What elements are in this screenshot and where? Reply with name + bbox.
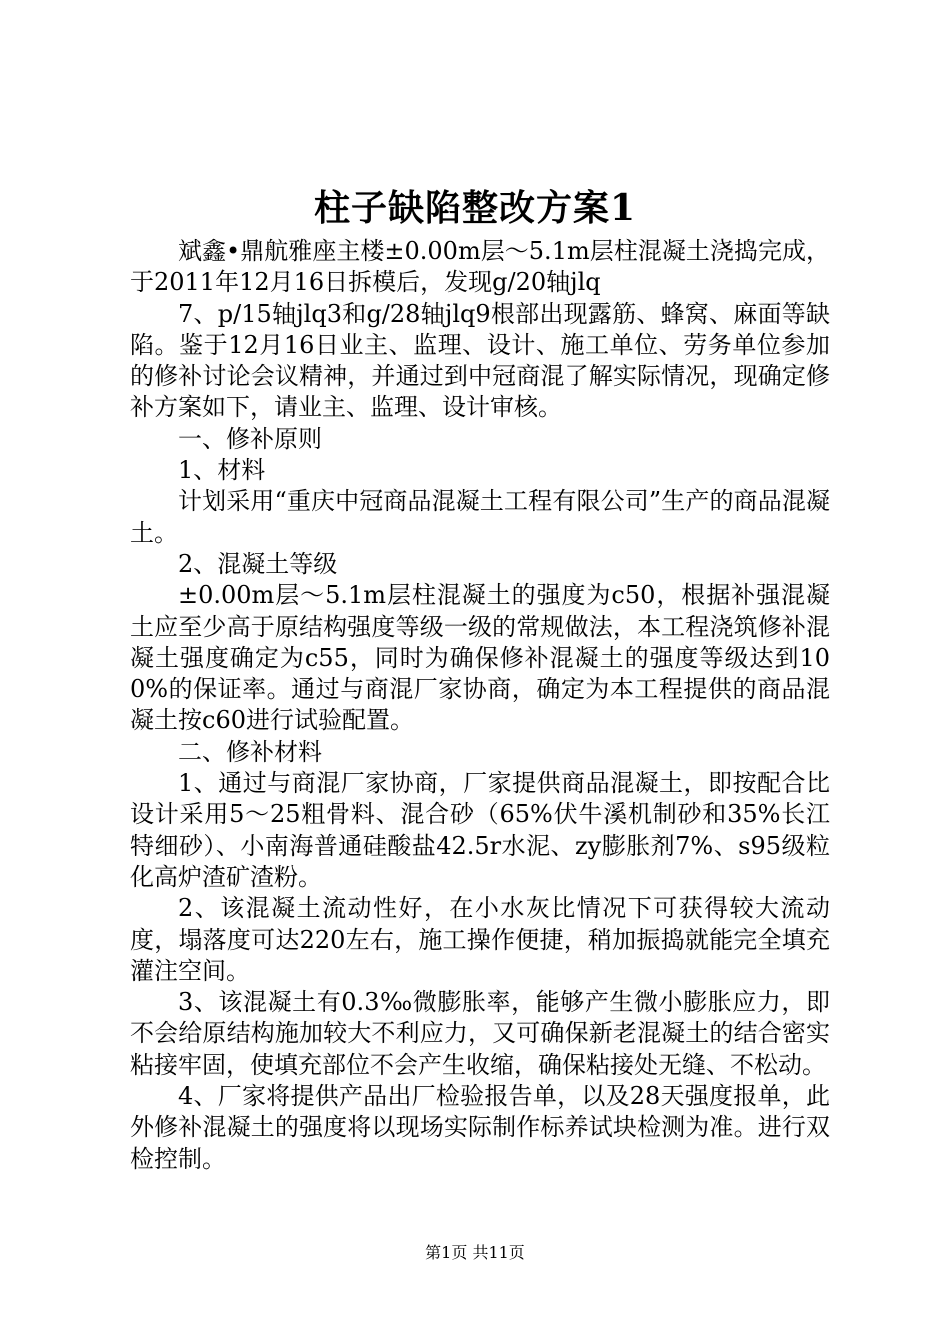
paragraph-material-item-2: 2、该混凝土流动性好，在小水灰比情况下可获得较大流动度，塌落度可达220左右，施工操作便捷，稍加振捣就能完全填充灌注空间。 [130,894,830,985]
page-footer: 第1页 共11页 [425,1243,525,1262]
paragraph-material-item-4: 4、厂家将提供产品出厂检验报告单，以及28天强度报单，此外修补混凝土的强度将以现场实际制作标养试块检测为准。进行双检控制。 [130,1082,830,1173]
paragraph-concrete-grade: ±0.00m层～5.1m层柱混凝土的强度为c50，根据补强混凝土应至少高于原结构强度等级一级的常规做法，本工程浇筑修补混凝土强度确定为c55，同时为确保修补混凝土的强度等级达到100%的保证率。通过与商混厂家协商，确定为本工程提供的商品混凝土按c60进行试验配置。 [130,581,830,735]
document-body [130,236,830,1175]
paragraph-intro: 斌鑫•鼎航雅座主楼±0.00m层～5.1m层柱混凝土浇捣完成，于2011年12月16日拆模后，发现g/20轴jlq [130,237,830,297]
paragraph-defects: 7、p/15轴jlq3和g/28轴jlq9根部出现露筋、蜂窝、麻面等缺陷。鉴于12月16日业主、监理、设计、施工单位、劳务单位参加的修补讨论会议精神，并通过到中冠商混了解实际情况，现确定修补方案如下，请业主、监理、设计审核。 [130,299,830,422]
subheading-materials: 1、材料 [178,456,266,485]
paragraph-materials: 计划采用“重庆中冠商品混凝土工程有限公司”生产的商品混凝土。 [130,487,830,547]
document-title: 柱子缺陷整改方案1 [313,187,637,229]
paragraph-material-item-1: 1、通过与商混厂家协商，厂家提供商品混凝土，即按配合比设计采用5～25粗骨料、混合砂（65%伏牛溪机制砂和35%长江特细砂）、小南海普通硅酸盐42.5r水泥、zy膨胀剂7%、s95级粒化高炉渣矿渣粉。 [130,769,830,891]
paragraph-material-item-3: 3、该混凝土有0.3‰微膨胀率，能够产生微小膨胀应力，即不会给原结构施加较大不利应力，又可确保新老混凝土的结合密实粘接牢固，使填充部位不会产生收缩，确保粘接处无缝、不松动。 [130,988,830,1079]
subheading-concrete-grade: 2、混凝土等级 [178,549,338,578]
section-heading-repair-principles: 一、修补原则 [178,424,322,453]
section-heading-repair-materials: 二、修补材料 [178,737,322,766]
